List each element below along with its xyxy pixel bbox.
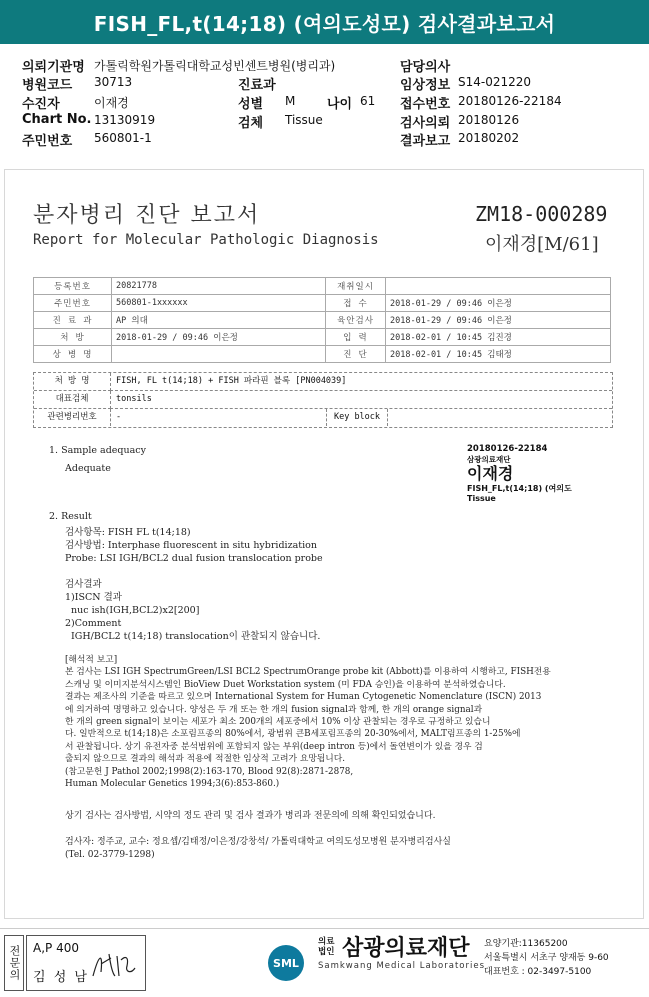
- interpretation-block: [65, 654, 551, 790]
- interpretation-line: 스캐닝 및 이미지분석시스템인 BioView Duet Workstation system (미 FDA 승인)을 이용하여 분석하였습니다.: [65, 679, 506, 690]
- interpretation-line: 본 검사는 LSI IGH SpectrumGreen/LSI BCL2 SpectrumOrange probe kit (Abbott)를 이용하여 시행하고, FISH전용: [65, 667, 551, 678]
- table-key: 진 단: [326, 346, 386, 363]
- prescription-box: [33, 372, 613, 428]
- box-value: -: [116, 412, 122, 422]
- interpretation-line: 결과는 제조사의 기준을 따르고 있으며 International System for Human Cytogenetic Nomenclature (ISCN) 2013: [65, 692, 542, 703]
- staff-block: [65, 836, 451, 862]
- table-value: 2018-01-29 / 09:46 이은정: [386, 295, 611, 312]
- label-department: 진료과: [238, 78, 276, 93]
- table-key: 주민번호: [34, 295, 112, 312]
- table-value: 2018-02-01 / 10:45 김진경: [386, 329, 611, 346]
- staff-line: (Tel. 02-3779-1298): [65, 850, 155, 860]
- value-specimen: Tissue: [285, 113, 323, 127]
- box-key: 관련병리번호: [34, 409, 111, 426]
- value-patient: 이재경: [94, 96, 129, 110]
- table-key: 재취일시: [326, 278, 386, 295]
- table-key: 처 방: [34, 329, 112, 346]
- label-chart-no: Chart No.: [22, 112, 92, 127]
- specialist-box: [26, 935, 146, 991]
- result-line: nuc ish(IGH,BCL2)x2[200]: [65, 605, 200, 616]
- value-age: 61: [360, 94, 376, 108]
- org-name-en: Samkwang Medical Laboratories: [318, 961, 486, 971]
- label-sex: 성별: [238, 97, 264, 112]
- table-row: [34, 329, 611, 346]
- specialist-label: 전문의: [8, 945, 21, 981]
- table-row: [34, 312, 611, 329]
- registration-table: [33, 277, 611, 363]
- result-line: 검사항목: FISH FL t(14;18): [65, 527, 191, 538]
- org-info-line: 서울특별시 서초구 양재동 9-60: [484, 953, 609, 963]
- box-key: Key block: [326, 409, 388, 426]
- section-sample-adequacy-value: Adequate: [65, 463, 111, 474]
- org-info: [484, 937, 609, 979]
- label-clinical-info: 임상정보: [400, 78, 451, 93]
- sticker-specimen: Tissue: [467, 494, 496, 503]
- value-chart-no: 13130919: [94, 113, 156, 127]
- box-key: 처 방 명: [34, 373, 111, 391]
- box-value: tonsils: [116, 394, 152, 404]
- label-resident-no: 주민번호: [22, 134, 73, 149]
- report-document: [5, 170, 643, 918]
- value-institution: 가톨릭학원가톨릭대학교성빈센트병원(병리과): [94, 59, 336, 73]
- interpretation-line: Human Molecular Genetics 1994;3(6):853-860.): [65, 779, 280, 790]
- interpretation-line: 다. 일반적으로 t(14;18)은 소포림프종의 80%에서, 광범위 큰B세포림프종의 20-30%에서, MALT림프종의 1-25%에: [65, 729, 521, 740]
- divider: [110, 390, 612, 391]
- table-value: 2018-01-29 / 09:46 이은정: [112, 329, 326, 346]
- interpretation-line: [해석적 보고]: [65, 655, 118, 665]
- specialist-signature: [89, 946, 139, 984]
- box-value: FISH, FL t(14;18) + FISH 파라핀 블록 [PN004039]: [116, 376, 347, 386]
- report-patient: 이재경[M/61]: [485, 234, 599, 255]
- report-number: ZM18-000289: [475, 202, 608, 226]
- specialist-code: A,P 400: [33, 941, 79, 955]
- table-row: [34, 295, 611, 312]
- table-key: 진 료 과: [34, 312, 112, 329]
- table-key: 상 병 명: [34, 346, 112, 363]
- value-receipt-no: 20180126-22184: [458, 94, 562, 108]
- value-sex: M: [285, 94, 296, 108]
- specialist-label-box: [4, 935, 24, 991]
- report-title: FISH_FL,t(14;18) (여의도성모) 검사결과보고서: [93, 11, 556, 36]
- report-title-en: Report for Molecular Pathologic Diagnosis: [33, 232, 379, 248]
- table-value: [112, 346, 326, 363]
- table-value: AP 의대: [112, 312, 326, 329]
- result-line: [65, 565, 323, 578]
- table-value: 2018-02-01 / 10:45 김태정: [386, 346, 611, 363]
- specialist-name: 김 성 남: [33, 970, 89, 985]
- table-value: 560801-1xxxxxx: [112, 295, 326, 312]
- label-patient: 수진자: [22, 97, 60, 112]
- table-key: 육안검사: [326, 312, 386, 329]
- result-line: 2)Comment: [65, 618, 122, 629]
- value-resident-no: 560801-1: [94, 131, 152, 145]
- verification-note: 상기 검사는 검사방법, 시약의 정도 관리 및 검사 결과가 병리과 전문의에 의해 확인되었습니다.: [65, 811, 436, 821]
- sml-logo-icon: [268, 945, 304, 981]
- org-type: [318, 937, 334, 957]
- table-value: 20821778: [112, 278, 326, 295]
- result-line: Probe: LSI IGH/BCL2 dual fusion translocation probe: [65, 553, 323, 564]
- label-age: 나이: [327, 97, 353, 112]
- value-report-date: 20180202: [458, 131, 520, 145]
- label-report-date: 결과보고: [400, 134, 451, 149]
- table-key: 접 수: [326, 295, 386, 312]
- org-type-2: 법인: [318, 947, 335, 957]
- section-sample-adequacy-title: 1. Sample adequacy: [49, 445, 146, 456]
- org-info-line: 대표번호 : 02-3497-5100: [484, 967, 592, 977]
- logo-text: SML: [273, 956, 299, 970]
- org-name: 삼광의료재단: [342, 936, 470, 961]
- box-key: 대표검체: [34, 391, 111, 409]
- footer: [0, 928, 649, 997]
- sticker-test: FISH_FL,t(14;18) (여의도: [467, 484, 572, 493]
- label-specimen: 검체: [238, 116, 264, 131]
- header-info: [0, 50, 649, 150]
- result-block: [65, 526, 323, 643]
- sticker-org: 삼광의료재단: [467, 455, 511, 464]
- label-hospital-code: 병원코드: [22, 78, 73, 93]
- sticker-receipt: 20180126-22184: [467, 444, 548, 454]
- label-request-date: 검사의뢰: [400, 116, 451, 131]
- result-line: IGH/BCL2 t(14;18) translocation이 관찰되지 않습니다.: [65, 631, 321, 642]
- label-institution: 의뢰기관명: [22, 60, 85, 75]
- label-receipt-no: 접수번호: [400, 97, 451, 112]
- result-line: 검사방법: Interphase fluorescent in situ hybridization: [65, 540, 317, 551]
- value-clinical-info: S14-021220: [458, 75, 532, 89]
- table-value: 2018-01-29 / 09:46 이은정: [386, 312, 611, 329]
- interpretation-line: (참고문헌 J Pathol 2002;1998(2):163-170, Blood 92(8):2871-2878,: [65, 766, 354, 777]
- result-line: 검사결과: [65, 579, 102, 590]
- org-type-1: 의료: [318, 937, 335, 947]
- value-request-date: 20180126: [458, 113, 520, 127]
- label-doctor: 담당의사: [400, 60, 451, 75]
- value-hospital-code: 30713: [94, 75, 133, 89]
- table-key: 입 력: [326, 329, 386, 346]
- table-value: [386, 278, 611, 295]
- sticker-patient: 이재경: [467, 464, 514, 483]
- table-row: [34, 346, 611, 363]
- interpretation-line: 서 관찰됩니다. 상기 유전자중 분석범위에 포함되지 않는 부위(deep intron 등)에서 돌연변이가 있을 경우 검: [65, 741, 483, 752]
- interpretation-line: 에 의거하여 명명하고 있습니다. 양성은 두 개 또는 한 개의 fusion signal과 함께, 한 개의 orange signal과: [65, 704, 483, 715]
- table-key: 등록번호: [34, 278, 112, 295]
- result-line: 1)ISCN 결과: [65, 592, 122, 603]
- org-info-line: 요양기관:11365200: [484, 939, 568, 949]
- table-row: [34, 278, 611, 295]
- interpretation-line: 한 개의 green signal이 보이는 세포가 최소 200개의 세포중에서 10% 이상 관찰되는 경우로 규정하고 있습니: [65, 717, 491, 728]
- report-title-kr: 분자병리 진단 보고서: [33, 203, 261, 228]
- section-result-title: 2. Result: [49, 511, 92, 522]
- report-title-bar: [0, 0, 649, 44]
- staff-line: 검사자: 정주교, 교수: 정요셉/김태정/이은정/강창석/ 가톨릭대학교 여의도성모병원 분자병리검사실: [65, 837, 451, 847]
- interpretation-line: 출되지 않으므로 결과의 해석과 적용에 적절한 임상적 고려가 요망됩니다.: [65, 754, 346, 765]
- specimen-label-sticker: [467, 444, 637, 514]
